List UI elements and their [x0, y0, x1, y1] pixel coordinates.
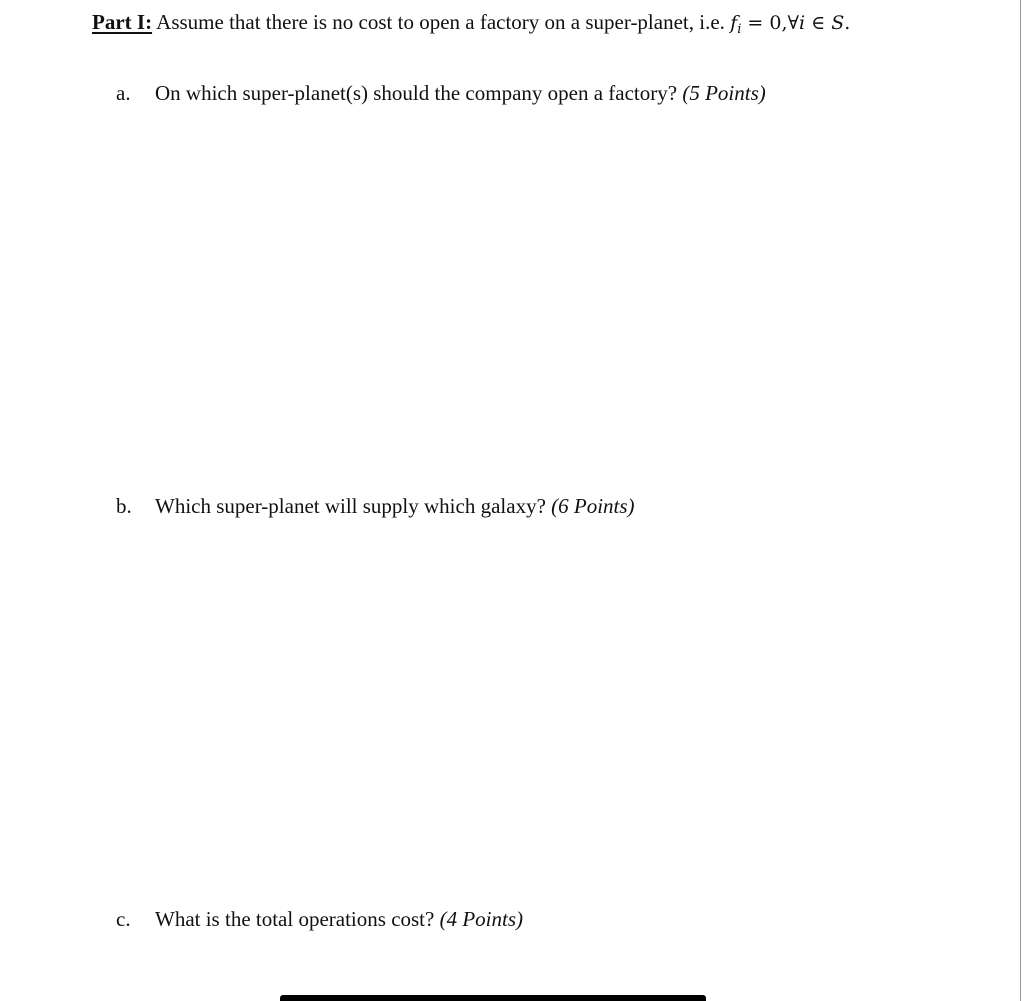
- question-points: (5 Points): [682, 81, 766, 105]
- part-label: Part I:: [92, 10, 153, 34]
- math-forall-symbol: ∀: [787, 12, 799, 34]
- part-heading-text: Assume that there is no cost to open a factory on a super-planet, i.e.: [156, 10, 725, 34]
- part-heading: [92, 8, 850, 44]
- math-element-of: ∈: [805, 12, 832, 34]
- math-subscript-i: i: [737, 22, 742, 37]
- question-text: On which super-planet(s) should the company open a factory?: [155, 81, 678, 105]
- math-i: i: [798, 12, 806, 34]
- heading-math-formula: [730, 12, 851, 37]
- page-edge-line: [1020, 0, 1021, 1001]
- question-text: What is the total operations cost?: [155, 907, 435, 931]
- math-f: f: [730, 12, 738, 34]
- question-letter: c.: [116, 907, 131, 931]
- question-letter: b.: [116, 494, 132, 518]
- math-equals-zero: = 0,: [741, 12, 788, 34]
- question-text: Which super-planet will supply which galaxy?: [155, 494, 546, 518]
- question-c: [116, 905, 523, 933]
- math-period: .: [844, 12, 851, 34]
- question-points: (4 Points): [439, 907, 523, 931]
- question-points: (6 Points): [551, 494, 635, 518]
- math-set-s: S: [831, 12, 845, 34]
- question-b: [116, 492, 635, 520]
- question-letter: a.: [116, 81, 131, 105]
- home-indicator-bar[interactable]: [280, 995, 706, 1001]
- question-a: [116, 79, 766, 107]
